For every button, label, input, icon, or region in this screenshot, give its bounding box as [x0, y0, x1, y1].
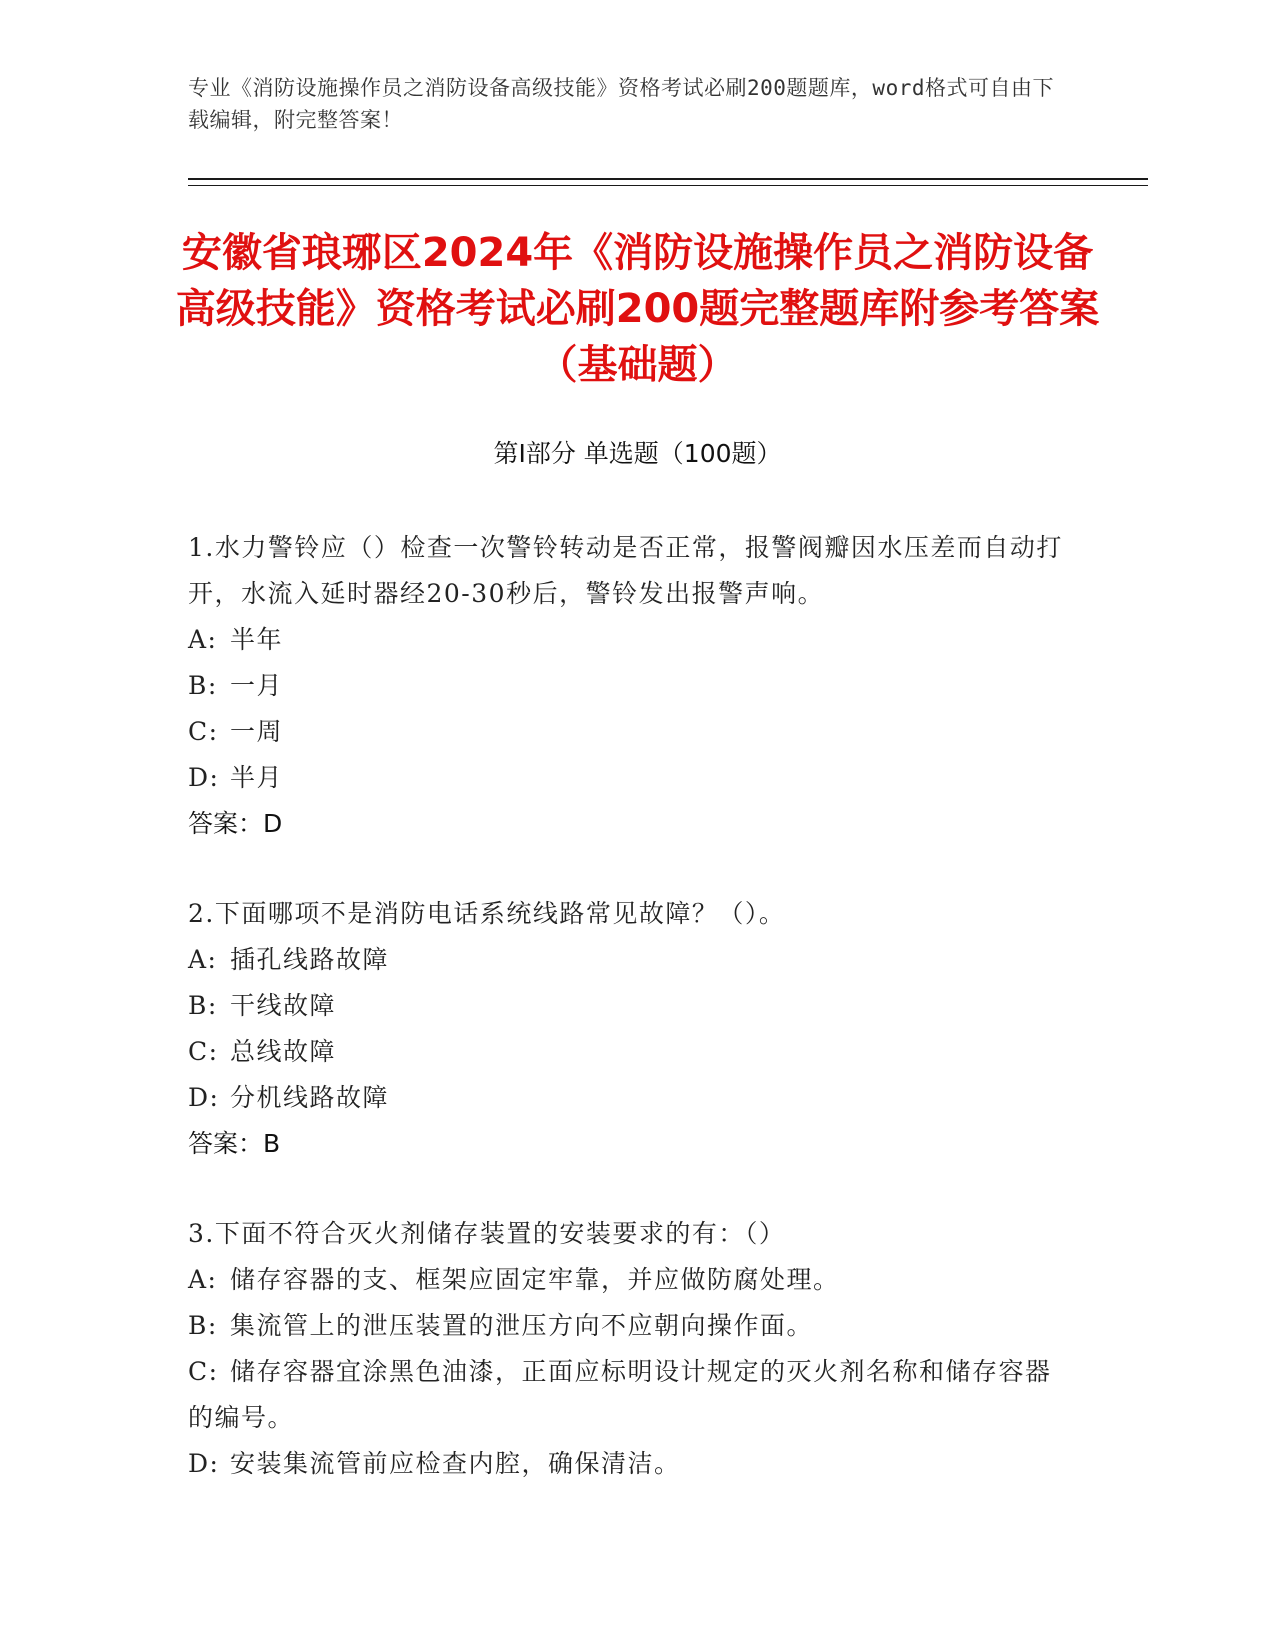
option-letter: A:	[188, 625, 218, 654]
option-text: 分机线路故障	[230, 1083, 390, 1112]
option-text: 半月	[230, 763, 284, 792]
question-2	[188, 891, 1068, 1167]
option-text: 安装集流管前应检查内腔，确保清洁。	[230, 1449, 681, 1478]
option-d	[188, 1075, 1068, 1121]
option-a	[188, 1257, 1068, 1303]
option-a	[188, 617, 1068, 663]
option-text: 一月	[230, 671, 284, 700]
option-letter: B:	[188, 671, 218, 700]
option-text: 储存容器宜涂黑色油漆，正面应标明设计规定的灭火剂名称和储存容器的编号。	[188, 1357, 1052, 1432]
option-text: 总线故障	[230, 1037, 337, 1066]
option-text: 干线故障	[230, 991, 337, 1020]
header-divider-thin	[188, 185, 1148, 186]
option-letter: A:	[188, 945, 218, 974]
option-letter: C:	[188, 717, 219, 746]
answer-line: 答案：B	[188, 1129, 281, 1158]
header-note: 专业《消防设施操作员之消防设备高级技能》资格考试必刷200题题库，word格式可自由下载编辑，附完整答案！	[188, 76, 1054, 132]
option-letter: C:	[188, 1037, 219, 1066]
question-3	[188, 1211, 1068, 1487]
option-text: 集流管上的泄压装置的泄压方向不应朝向操作面。	[230, 1311, 814, 1340]
option-b	[188, 983, 1068, 1029]
header-divider-thick	[188, 178, 1148, 180]
option-text: 插孔线路故障	[230, 945, 390, 974]
option-letter: B:	[188, 991, 218, 1020]
section-heading: 第I部分 单选题（100题）	[493, 439, 782, 468]
option-a	[188, 937, 1068, 983]
option-c	[188, 1029, 1068, 1075]
option-letter: A:	[188, 1265, 218, 1294]
option-text: 储存容器的支、框架应固定牢靠，并应做防腐处理。	[230, 1265, 840, 1294]
document-title: 安徽省琅琊区2024年《消防设施操作员之消防设备高级技能》资格考试必刷200题完整题库附参考答案（基础题）	[175, 230, 1100, 388]
answer-line: 答案：D	[188, 809, 283, 838]
option-letter: C:	[188, 1357, 219, 1386]
option-c	[188, 709, 1068, 755]
question-text: 3.下面不符合灭火剂储存装置的安装要求的有：（）	[188, 1219, 786, 1248]
option-b	[188, 1303, 1068, 1349]
option-letter: D:	[188, 1083, 220, 1112]
option-letter: D:	[188, 763, 220, 792]
option-text: 一周	[230, 717, 284, 746]
question-list	[188, 525, 1068, 1531]
question-text: 1.水力警铃应（）检查一次警铃转动是否正常，报警阀瓣因水压差而自动打开，水流入延时器经20-30秒后，警铃发出报警声响。	[188, 533, 1063, 608]
option-letter: B:	[188, 1311, 218, 1340]
option-b	[188, 663, 1068, 709]
question-1	[188, 525, 1068, 847]
question-text: 2.下面哪项不是消防电话系统线路常见故障？（）。	[188, 899, 786, 928]
option-d	[188, 755, 1068, 801]
option-letter: D:	[188, 1449, 220, 1478]
option-d	[188, 1441, 1068, 1487]
option-c	[188, 1349, 1068, 1441]
option-text: 半年	[230, 625, 284, 654]
